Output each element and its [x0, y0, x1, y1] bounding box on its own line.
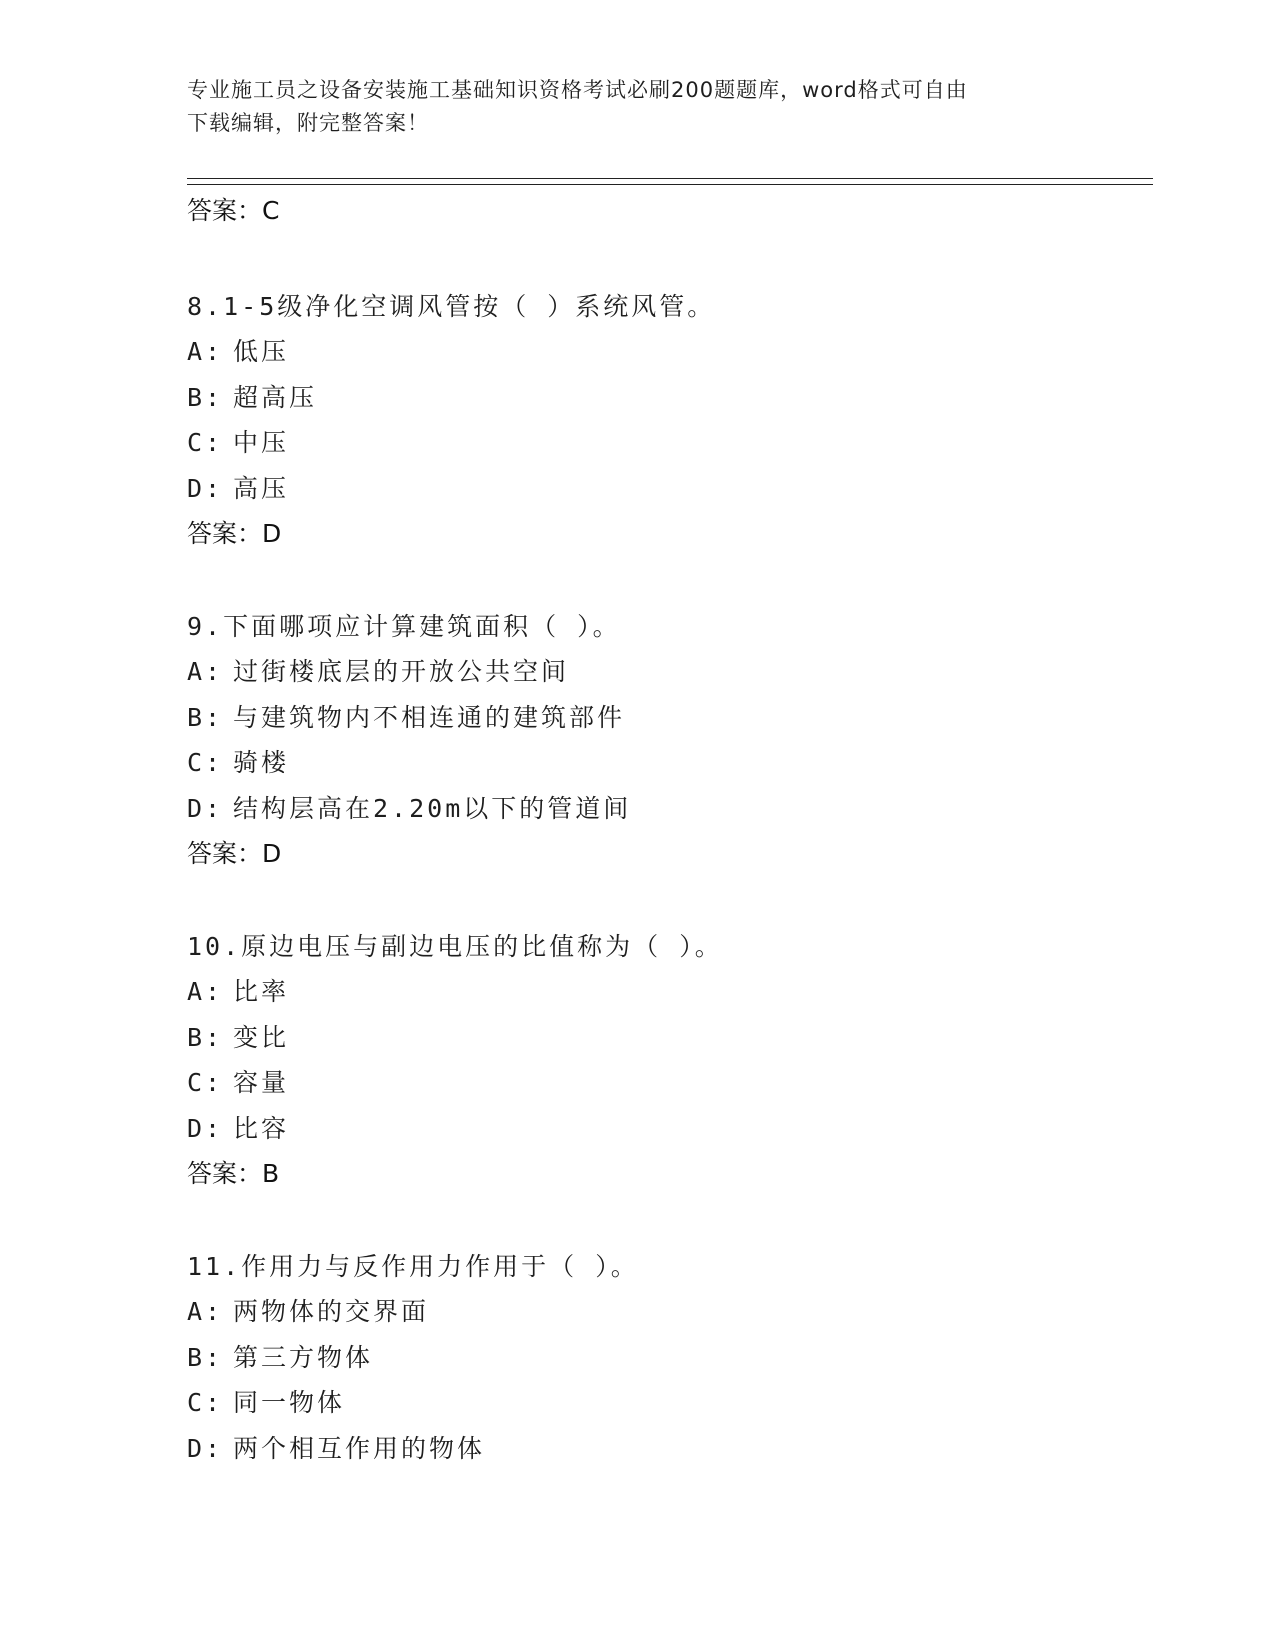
- header-divider-top: [187, 178, 1153, 179]
- question-9: [187, 604, 1147, 924]
- answer-label: 答案：D: [187, 518, 282, 548]
- header-divider-bottom: [187, 184, 1153, 185]
- option-text: 容量: [233, 1068, 290, 1098]
- option-text: 第三方物体: [233, 1342, 374, 1372]
- question-8: [187, 284, 1147, 604]
- question-text: 8.1-5级净化空调风管按（ ）系统风管。: [187, 292, 716, 321]
- option-a: [187, 1289, 1147, 1334]
- option-c: [187, 1380, 1147, 1425]
- answer-label: 答案：B: [187, 1158, 280, 1188]
- option-text: 高压: [233, 473, 290, 503]
- option-d: [187, 466, 1147, 511]
- option-a: [187, 329, 1147, 374]
- option-letter: D:: [187, 793, 224, 823]
- option-d: [187, 1106, 1147, 1151]
- question-text: 9.下面哪项应计算建筑面积（ ）。: [187, 612, 621, 641]
- header-title-line-2: 下载编辑，附完整答案！: [187, 111, 429, 135]
- answer-label: 答案：D: [187, 838, 282, 868]
- option-text: 两个相互作用的物体: [233, 1433, 486, 1463]
- option-b: [187, 1335, 1147, 1380]
- option-text: 过街楼底层的开放公共空间: [233, 657, 570, 687]
- option-letter: B:: [187, 1342, 224, 1372]
- option-text: 中压: [233, 428, 290, 458]
- option-letter: C:: [187, 1068, 224, 1098]
- option-text: 与建筑物内不相连通的建筑部件: [233, 702, 626, 732]
- option-b: [187, 695, 1147, 740]
- option-letter: C:: [187, 748, 224, 778]
- option-letter: C:: [187, 1388, 224, 1418]
- option-letter: B:: [187, 702, 224, 732]
- option-letter: B:: [187, 1022, 224, 1052]
- question-text: 10.原边电压与副边电压的比值称为（ ）。: [187, 932, 723, 961]
- previous-question-answer: 答案：C: [187, 196, 280, 225]
- option-d: [187, 786, 1147, 831]
- document-header: [187, 74, 1087, 140]
- option-text: 变比: [233, 1022, 290, 1052]
- option-letter: D:: [187, 473, 224, 503]
- option-letter: A:: [187, 657, 224, 687]
- option-a: [187, 649, 1147, 694]
- option-text: 比容: [233, 1113, 290, 1143]
- option-text: 超高压: [233, 382, 318, 412]
- question-list: [187, 284, 1147, 1564]
- option-letter: A:: [187, 337, 224, 367]
- option-a: [187, 969, 1147, 1014]
- option-text: 两物体的交界面: [233, 1297, 430, 1327]
- option-text: 比率: [233, 977, 290, 1007]
- question-11: [187, 1244, 1147, 1564]
- option-letter: B:: [187, 382, 224, 412]
- option-letter: D:: [187, 1433, 224, 1463]
- option-d: [187, 1426, 1147, 1471]
- option-b: [187, 375, 1147, 420]
- question-10: [187, 924, 1147, 1244]
- option-c: [187, 420, 1147, 465]
- option-c: [187, 740, 1147, 785]
- option-letter: A:: [187, 977, 224, 1007]
- option-letter: A:: [187, 1297, 224, 1327]
- option-text: 低压: [233, 337, 290, 367]
- option-b: [187, 1015, 1147, 1060]
- option-text: 同一物体: [233, 1388, 346, 1418]
- option-c: [187, 1060, 1147, 1105]
- option-text: 结构层高在2.20m以下的管道间: [233, 793, 632, 823]
- option-letter: D:: [187, 1113, 224, 1143]
- question-text: 11.作用力与反作用力作用于（ ）。: [187, 1252, 639, 1281]
- option-text: 骑楼: [233, 748, 290, 778]
- header-title-line-1: 专业施工员之设备安装施工基础知识资格考试必刷200题题库，word格式可自由: [187, 78, 968, 102]
- option-letter: C:: [187, 428, 224, 458]
